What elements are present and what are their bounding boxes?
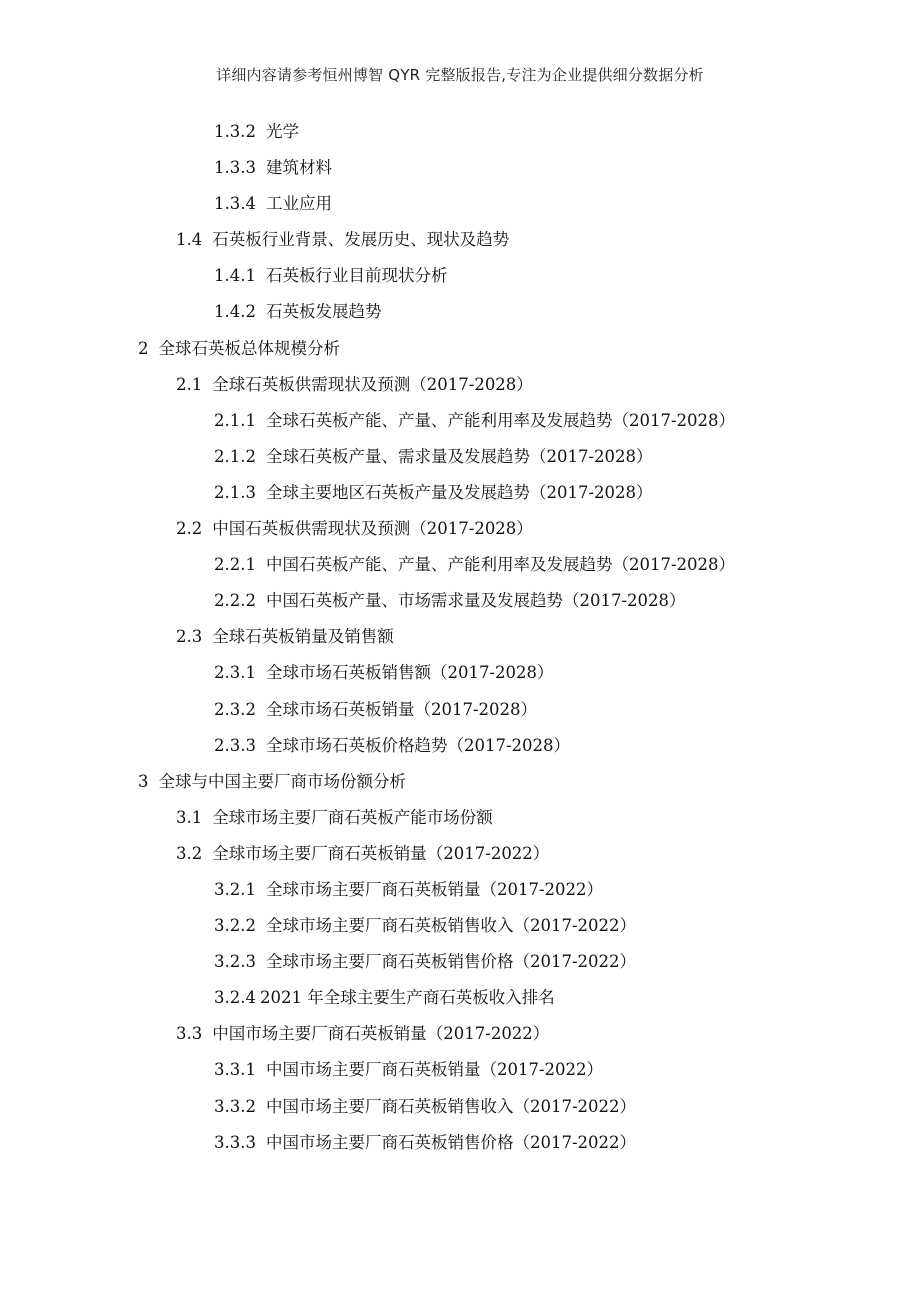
toc-entry-title: 中国市场主要厂商石英板销售价格（2017-2022）	[265, 1132, 637, 1152]
toc-entry[interactable]	[0, 331, 920, 367]
toc-entry-title: 2021 年全球主要生产商石英板收入排名	[259, 988, 555, 1008]
toc-entry-number: 1.4.1	[214, 266, 256, 286]
toc-entry-number: 3.3	[176, 1024, 203, 1044]
toc-entry[interactable]	[0, 150, 920, 186]
toc-entry[interactable]	[0, 800, 920, 836]
toc-entry-title: 全球市场石英板销量（2017-2028）	[265, 699, 538, 719]
toc-entry[interactable]	[0, 1052, 920, 1088]
toc-entry-title: 光学	[265, 122, 299, 141]
toc-entry[interactable]	[0, 1089, 920, 1125]
toc-entry-number: 2.2.2	[214, 591, 256, 611]
toc-entry-title: 全球市场主要厂商石英板产能市场份额	[212, 807, 493, 827]
toc-entry[interactable]	[0, 1016, 920, 1052]
toc-entry[interactable]	[0, 1125, 920, 1161]
toc-entry-title: 中国石英板供需现状及预测（2017-2028）	[212, 519, 533, 539]
toc-entry[interactable]	[0, 872, 920, 908]
toc-entry-title: 全球与中国主要厂商市场份额分析	[158, 771, 406, 791]
toc-entry-number: 1.4	[176, 230, 203, 250]
toc-entry-number: 2.2	[176, 519, 203, 539]
toc-entry[interactable]	[0, 475, 920, 511]
toc-entry-number: 1.3.2	[214, 122, 256, 141]
toc-entry[interactable]	[0, 258, 920, 294]
toc-entry-number: 3.1	[176, 807, 203, 827]
toc-entry-number: 3.2.1	[214, 879, 256, 899]
toc-entry-number: 3	[138, 771, 149, 791]
toc-entry-number: 1.4.2	[214, 302, 256, 322]
toc-entry-title: 石英板发展趋势	[265, 302, 382, 322]
toc-entry[interactable]	[0, 944, 920, 980]
toc-entry[interactable]	[0, 583, 920, 619]
toc-entry-title: 全球市场主要厂商石英板销量（2017-2022）	[265, 879, 604, 899]
toc-entry-number: 2.3.1	[214, 663, 256, 683]
toc-entry-number: 3.3.2	[214, 1096, 256, 1116]
table-of-contents	[0, 114, 920, 1161]
toc-entry[interactable]	[0, 728, 920, 764]
toc-entry-title: 中国市场主要厂商石英板销量（2017-2022）	[212, 1024, 550, 1044]
toc-entry-number: 2.2.1	[214, 555, 256, 575]
toc-entry-title: 工业应用	[265, 194, 332, 214]
toc-entry-title: 全球市场石英板价格趋势（2017-2028）	[265, 735, 571, 755]
toc-entry[interactable]	[0, 908, 920, 944]
toc-entry-title: 全球市场主要厂商石英板销售收入（2017-2022）	[265, 916, 637, 936]
toc-entry-number: 2.3.2	[214, 699, 256, 719]
toc-entry[interactable]	[0, 222, 920, 258]
toc-entry-number: 2.1.3	[214, 482, 256, 502]
toc-entry[interactable]	[0, 692, 920, 728]
toc-entry-number: 2.1.1	[214, 410, 256, 430]
toc-entry[interactable]	[0, 367, 920, 403]
toc-entry-number: 3.2.4	[214, 988, 256, 1008]
toc-entry-number: 2.3	[176, 627, 203, 647]
toc-entry-title: 中国市场主要厂商石英板销量（2017-2022）	[265, 1060, 604, 1080]
toc-entry[interactable]	[0, 439, 920, 475]
toc-entry[interactable]	[0, 619, 920, 655]
toc-entry[interactable]	[0, 114, 920, 150]
toc-entry[interactable]	[0, 980, 920, 1016]
toc-entry-title: 全球石英板产量、需求量及发展趋势（2017-2028）	[265, 446, 653, 466]
toc-entry-title: 全球市场主要厂商石英板销量（2017-2022）	[212, 843, 550, 863]
toc-entry-number: 2.3.3	[214, 735, 256, 755]
toc-entry-title: 全球市场石英板销售额（2017-2028）	[265, 663, 554, 683]
toc-entry-number: 2	[138, 338, 149, 358]
toc-entry-number: 1.3.4	[214, 194, 256, 214]
toc-entry-title: 全球石英板销量及销售额	[212, 627, 394, 647]
toc-entry-title: 全球主要地区石英板产量及发展趋势（2017-2028）	[265, 482, 653, 502]
toc-entry-title: 全球石英板供需现状及预测（2017-2028）	[212, 374, 533, 394]
toc-entry[interactable]	[0, 186, 920, 222]
toc-entry-number: 3.2.2	[214, 916, 256, 936]
toc-entry-number: 3.3.1	[214, 1060, 256, 1080]
toc-entry-number: 2.1	[176, 374, 203, 394]
toc-entry-title: 全球市场主要厂商石英板销售价格（2017-2022）	[265, 952, 637, 972]
toc-entry[interactable]	[0, 511, 920, 547]
toc-entry-number: 1.3.3	[214, 158, 256, 178]
toc-entry-number: 3.2.3	[214, 952, 256, 972]
page-header: 详细内容请参考恒州博智 QYR 完整版报告,专注为企业提供细分数据分析	[216, 66, 704, 84]
toc-entry-title: 中国石英板产量、市场需求量及发展趋势（2017-2028）	[265, 591, 686, 611]
toc-entry[interactable]	[0, 655, 920, 691]
toc-entry[interactable]	[0, 547, 920, 583]
toc-entry-title: 石英板行业目前现状分析	[265, 266, 448, 286]
toc-entry-title: 中国石英板产能、产量、产能利用率及发展趋势（2017-2028）	[265, 555, 736, 575]
toc-entry-title: 全球石英板总体规模分析	[158, 338, 340, 358]
toc-entry[interactable]	[0, 294, 920, 330]
toc-entry[interactable]	[0, 403, 920, 439]
toc-entry-number: 2.1.2	[214, 446, 256, 466]
toc-entry-title: 中国市场主要厂商石英板销售收入（2017-2022）	[265, 1096, 637, 1116]
toc-entry-title: 石英板行业背景、发展历史、现状及趋势	[212, 230, 510, 250]
toc-entry[interactable]	[0, 836, 920, 872]
toc-entry-title: 全球石英板产能、产量、产能利用率及发展趋势（2017-2028）	[265, 410, 736, 430]
toc-entry-number: 3.2	[176, 843, 203, 863]
toc-entry[interactable]	[0, 764, 920, 800]
toc-entry-number: 3.3.3	[214, 1132, 256, 1152]
toc-entry-title: 建筑材料	[265, 158, 332, 178]
